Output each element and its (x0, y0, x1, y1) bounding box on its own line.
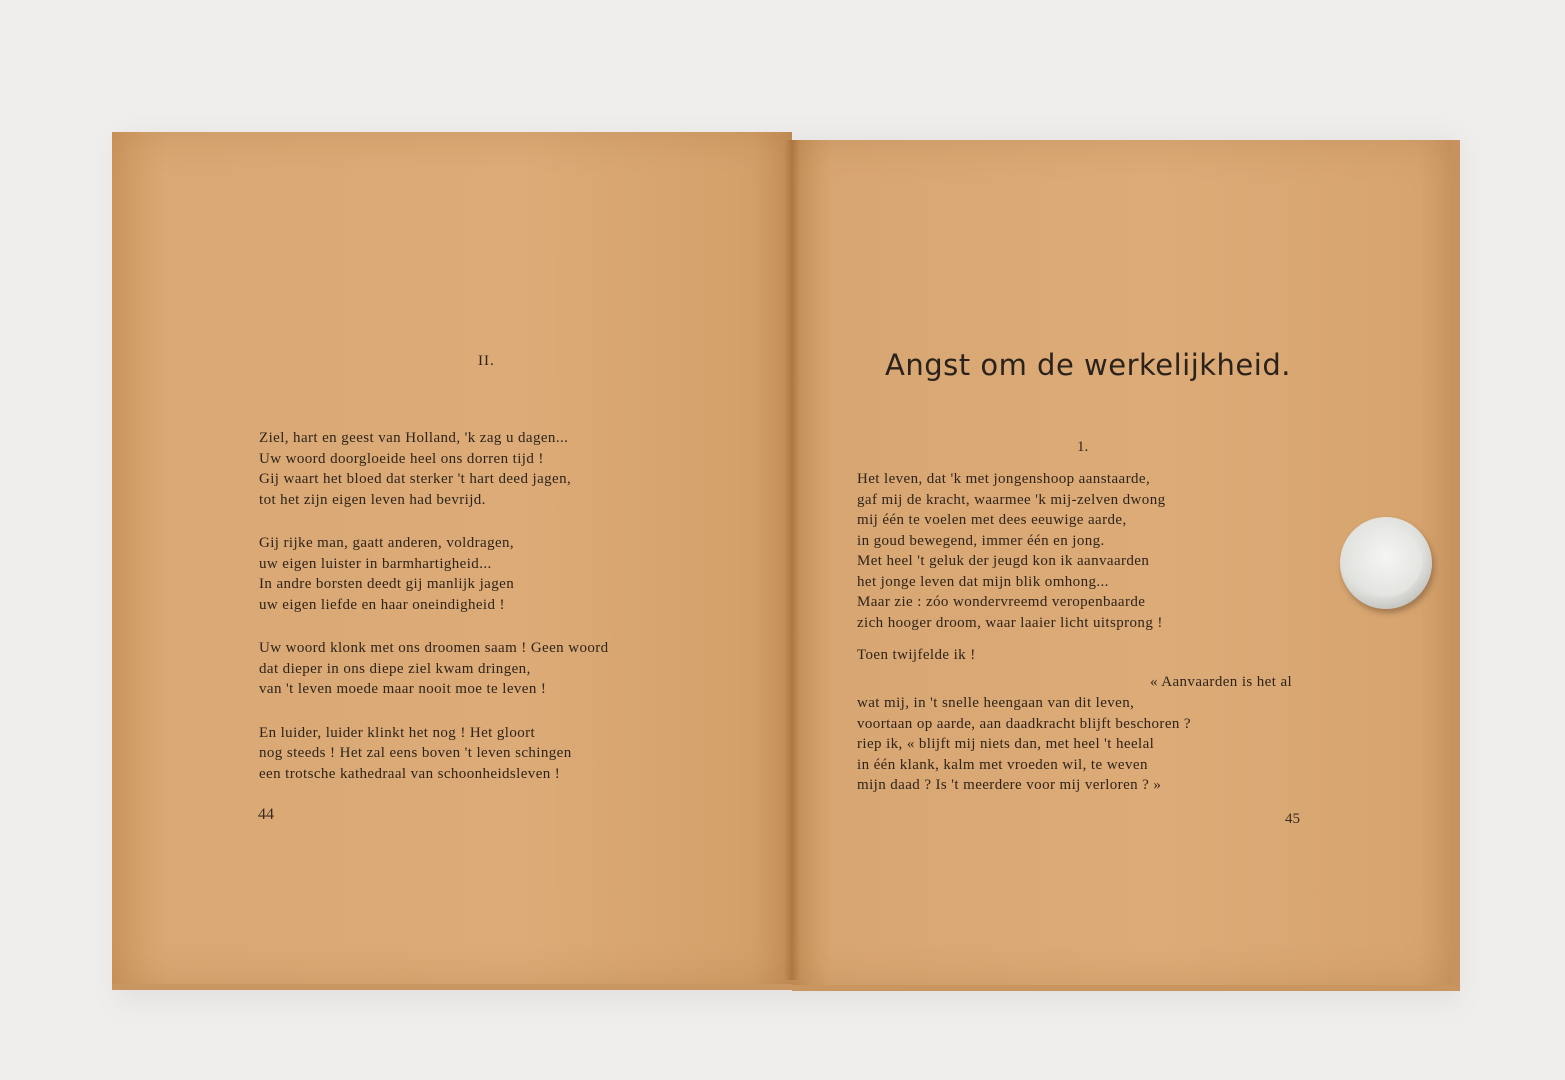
poem-line: Uw woord doorgloeide heel ons dorren tijd ! (259, 450, 544, 467)
poem-line: Maar zie : zóo wondervreemd veropenbaarde (857, 594, 1146, 610)
left-poem (259, 428, 609, 807)
poem-line: Gij rijke man, gaatt anderen, voldragen, (259, 535, 515, 551)
quote-line: « Aanvaarden is het al (1150, 674, 1293, 690)
poem-line: een trotsche kathedraal van schoonheidsleven ! (259, 765, 561, 782)
right-stanza-1 (857, 469, 1166, 633)
poem-line: mij één te voelen met dees eeuwige aarde, (857, 512, 1127, 528)
book-gutter (784, 140, 800, 980)
poem-line: gaf mij de kracht, waarmee 'k mij-zelven dwong (857, 491, 1166, 508)
coin-face (1350, 525, 1422, 597)
poem-line: uw eigen luister in barmhartigheid... (259, 555, 492, 572)
poem-line: wat mij, in 't snelle heengaan van dit leven, (857, 695, 1135, 711)
poem-line: Ziel, hart en geest van Holland, 'k zag u dagen... (259, 430, 569, 446)
left-section-numeral: II. (478, 353, 495, 369)
left-stanza-2 (259, 533, 609, 615)
right-page-number: 45 (1285, 811, 1300, 827)
left-stanza-1 (259, 428, 609, 510)
poem-line: in goud bewegend, immer één en jong. (857, 532, 1105, 549)
poem-line: dat dieper in ons diepe ziel kwam dringen, (259, 660, 531, 677)
poem-line: Toen twijfelde ik ! (857, 647, 976, 663)
poem-line: uw eigen liefde en haar oneindigheid ! (259, 596, 505, 613)
poem-line: Uw woord klonk met ons droomen saam ! Geen woord (259, 640, 609, 656)
poem-line: in één klank, kalm met vroeden wil, te weven (857, 756, 1148, 773)
right-poem (857, 469, 1166, 678)
left-stanza-3 (259, 638, 609, 700)
coin-weight (1340, 517, 1432, 609)
poem-title: Angst om de werkelijkheid. (885, 348, 1291, 382)
poem-line: mijn daad ? Is 't meerdere voor mij verloren ? » (857, 777, 1162, 793)
poem-line: voortaan op aarde, aan daadkracht blijft beschoren ? (857, 715, 1191, 732)
left-page-number: 44 (258, 806, 274, 823)
right-final-stanza (857, 693, 1191, 796)
poem-line: het jonge leven dat mijn blik omhong... (857, 573, 1109, 590)
poem-line: In andre borsten deedt gij manlijk jagen (259, 576, 515, 592)
poem-line: Gij waart het bloed dat sterker 't hart deed jagen, (259, 471, 572, 487)
poem-line: Het leven, dat 'k met jongenshoop aanstaarde, (857, 471, 1151, 487)
poem-line: zich hooger droom, waar laaier licht uitsprong ! (857, 614, 1163, 631)
poem-line: riep ik, « blijft mij niets dan, met heel 't heelal (857, 736, 1155, 752)
left-stanza-4 (259, 723, 609, 785)
poem-line: tot het zijn eigen leven had bevrijd. (259, 491, 486, 508)
poem-line: Met heel 't geluk der jeugd kon ik aanvaarden (857, 553, 1150, 569)
poem-line: van 't leven moede maar nooit moe te leven ! (259, 681, 547, 697)
poem-line: nog steeds ! Het zal eens boven 't leven schingen (259, 745, 572, 761)
right-stanza-2 (857, 645, 1166, 666)
right-section-numeral: 1. (1077, 439, 1089, 455)
poem-line: En luider, luider klinkt het nog ! Het gloort (259, 724, 536, 741)
